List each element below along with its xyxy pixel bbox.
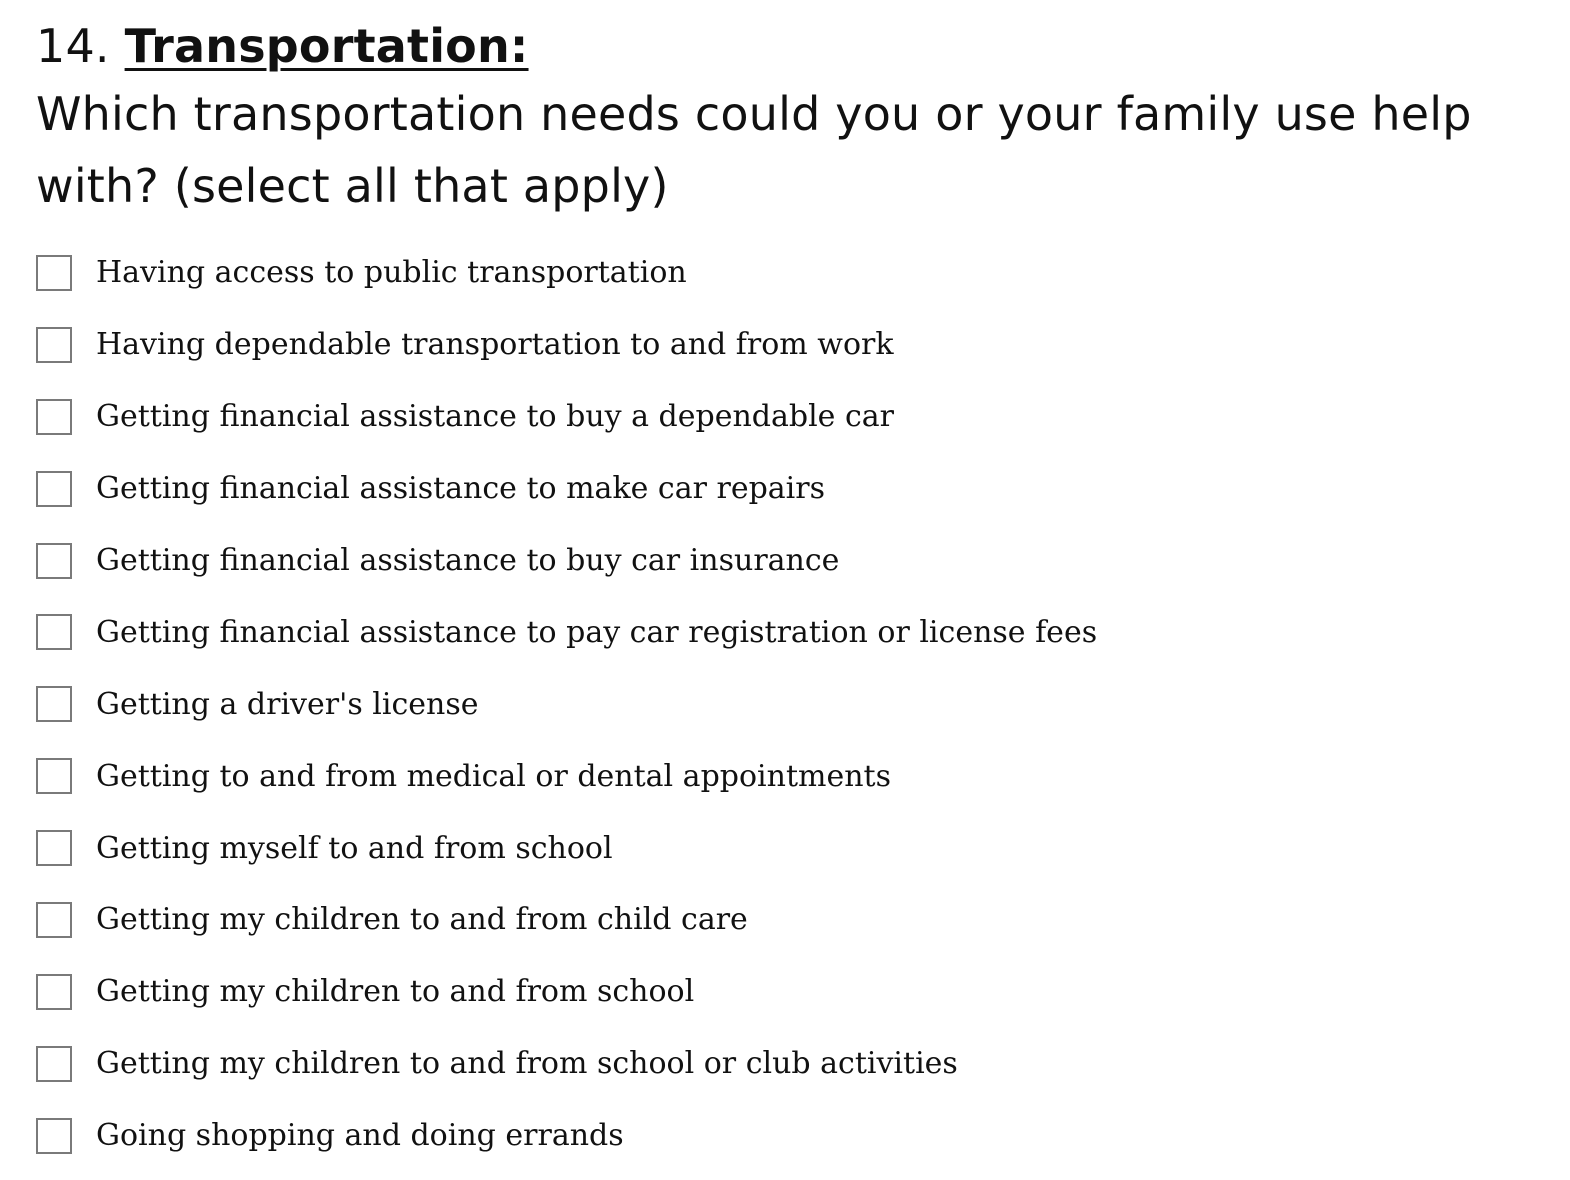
checkbox[interactable] — [36, 471, 72, 507]
checkbox[interactable] — [36, 1046, 72, 1082]
option-children-activities[interactable] — [36, 1028, 1097, 1100]
option-label: Getting financial assistance to make car repairs — [96, 471, 825, 507]
options-list — [36, 237, 1097, 1172]
option-drivers-license[interactable] — [36, 668, 1097, 740]
option-public-transportation[interactable] — [36, 237, 1097, 309]
option-label: Getting my children to and from school or club activities — [96, 1046, 958, 1082]
option-transportation-to-work[interactable] — [36, 309, 1097, 381]
option-car-insurance[interactable] — [36, 525, 1097, 597]
question-title: Transportation: — [124, 19, 529, 73]
checkbox[interactable] — [36, 686, 72, 722]
option-label: Having access to public transportation — [96, 255, 687, 291]
option-label: Getting financial assistance to pay car registration or license fees — [96, 614, 1098, 650]
option-shopping-errands[interactable] — [36, 1100, 1097, 1172]
option-label: Getting to and from medical or dental appointments — [96, 758, 891, 794]
option-label: Getting financial assistance to buy car insurance — [96, 543, 840, 578]
checkbox[interactable] — [36, 830, 72, 866]
option-label: Getting myself to and from school — [96, 830, 613, 866]
option-label: Having dependable transportation to and from work — [96, 327, 894, 363]
checkbox[interactable] — [36, 327, 72, 363]
option-registration-fees[interactable] — [36, 596, 1097, 668]
option-children-school[interactable] — [36, 956, 1097, 1028]
option-label: Getting my children to and from child care — [96, 902, 748, 938]
option-buy-car[interactable] — [36, 381, 1097, 453]
option-medical-appointments[interactable] — [36, 740, 1097, 812]
checkbox[interactable] — [36, 902, 72, 938]
option-label: Going shopping and doing errands — [96, 1118, 624, 1154]
checkbox[interactable] — [36, 543, 72, 579]
option-children-child-care[interactable] — [36, 884, 1097, 956]
checkbox[interactable] — [36, 758, 72, 794]
option-car-repairs[interactable] — [36, 453, 1097, 525]
checkbox[interactable] — [36, 255, 72, 291]
option-label: Getting my children to and from school — [96, 974, 695, 1010]
option-label: Getting financial assistance to buy a dependable car — [96, 399, 894, 435]
question-number: 14. — [36, 19, 110, 73]
option-myself-school[interactable] — [36, 812, 1097, 884]
checkbox[interactable] — [36, 974, 72, 1010]
checkbox[interactable] — [36, 399, 72, 435]
question-prompt: Which transportation needs could you or your family use help with? (select all that apply) — [36, 87, 1472, 213]
question-block — [36, 14, 1536, 222]
checkbox[interactable] — [36, 1118, 72, 1154]
checkbox[interactable] — [36, 614, 72, 650]
question-heading — [36, 14, 1536, 78]
option-label: Getting a driver's license — [96, 686, 479, 722]
